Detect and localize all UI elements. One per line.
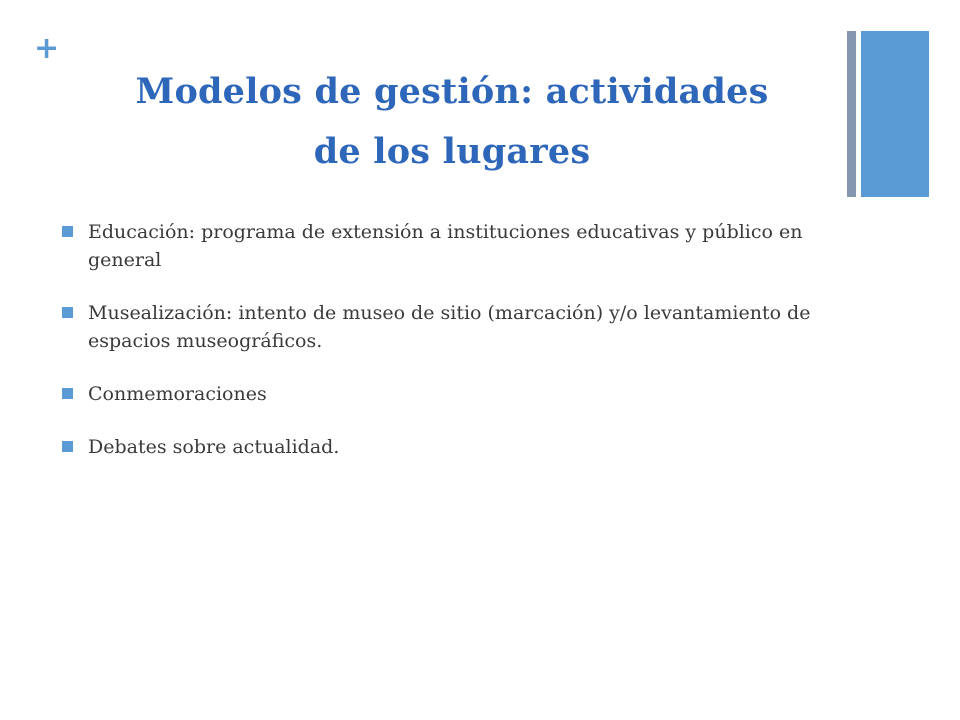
bullet-item-conmemoraciones — [62, 380, 852, 408]
square-bullet-icon — [62, 226, 73, 237]
decorative-bar-thin — [847, 31, 856, 197]
plus-icon: + — [34, 31, 60, 66]
slide-title-line-2: de los lugares — [313, 131, 591, 172]
square-bullet-icon — [62, 307, 73, 318]
bullet-item-musealizacion — [62, 299, 852, 355]
bullet-list — [62, 218, 852, 486]
bullet-text: Debates sobre actualidad. — [88, 436, 340, 458]
bullet-item-debates — [62, 433, 852, 461]
slide-title — [62, 62, 842, 182]
bullet-text: Educación: programa de extensión a instituciones educativas y público en general — [88, 221, 803, 271]
square-bullet-icon — [62, 388, 73, 399]
bullet-text: Musealización: intento de museo de sitio (marcación) y/o levantamiento de espacios museográficos. — [88, 302, 811, 352]
bullet-text: Conmemoraciones — [88, 383, 267, 405]
bullet-item-educacion — [62, 218, 852, 274]
slide-title-line-1: Modelos de gestión: actividades — [135, 71, 769, 112]
square-bullet-icon — [62, 441, 73, 452]
decorative-bar-wide — [861, 31, 929, 197]
